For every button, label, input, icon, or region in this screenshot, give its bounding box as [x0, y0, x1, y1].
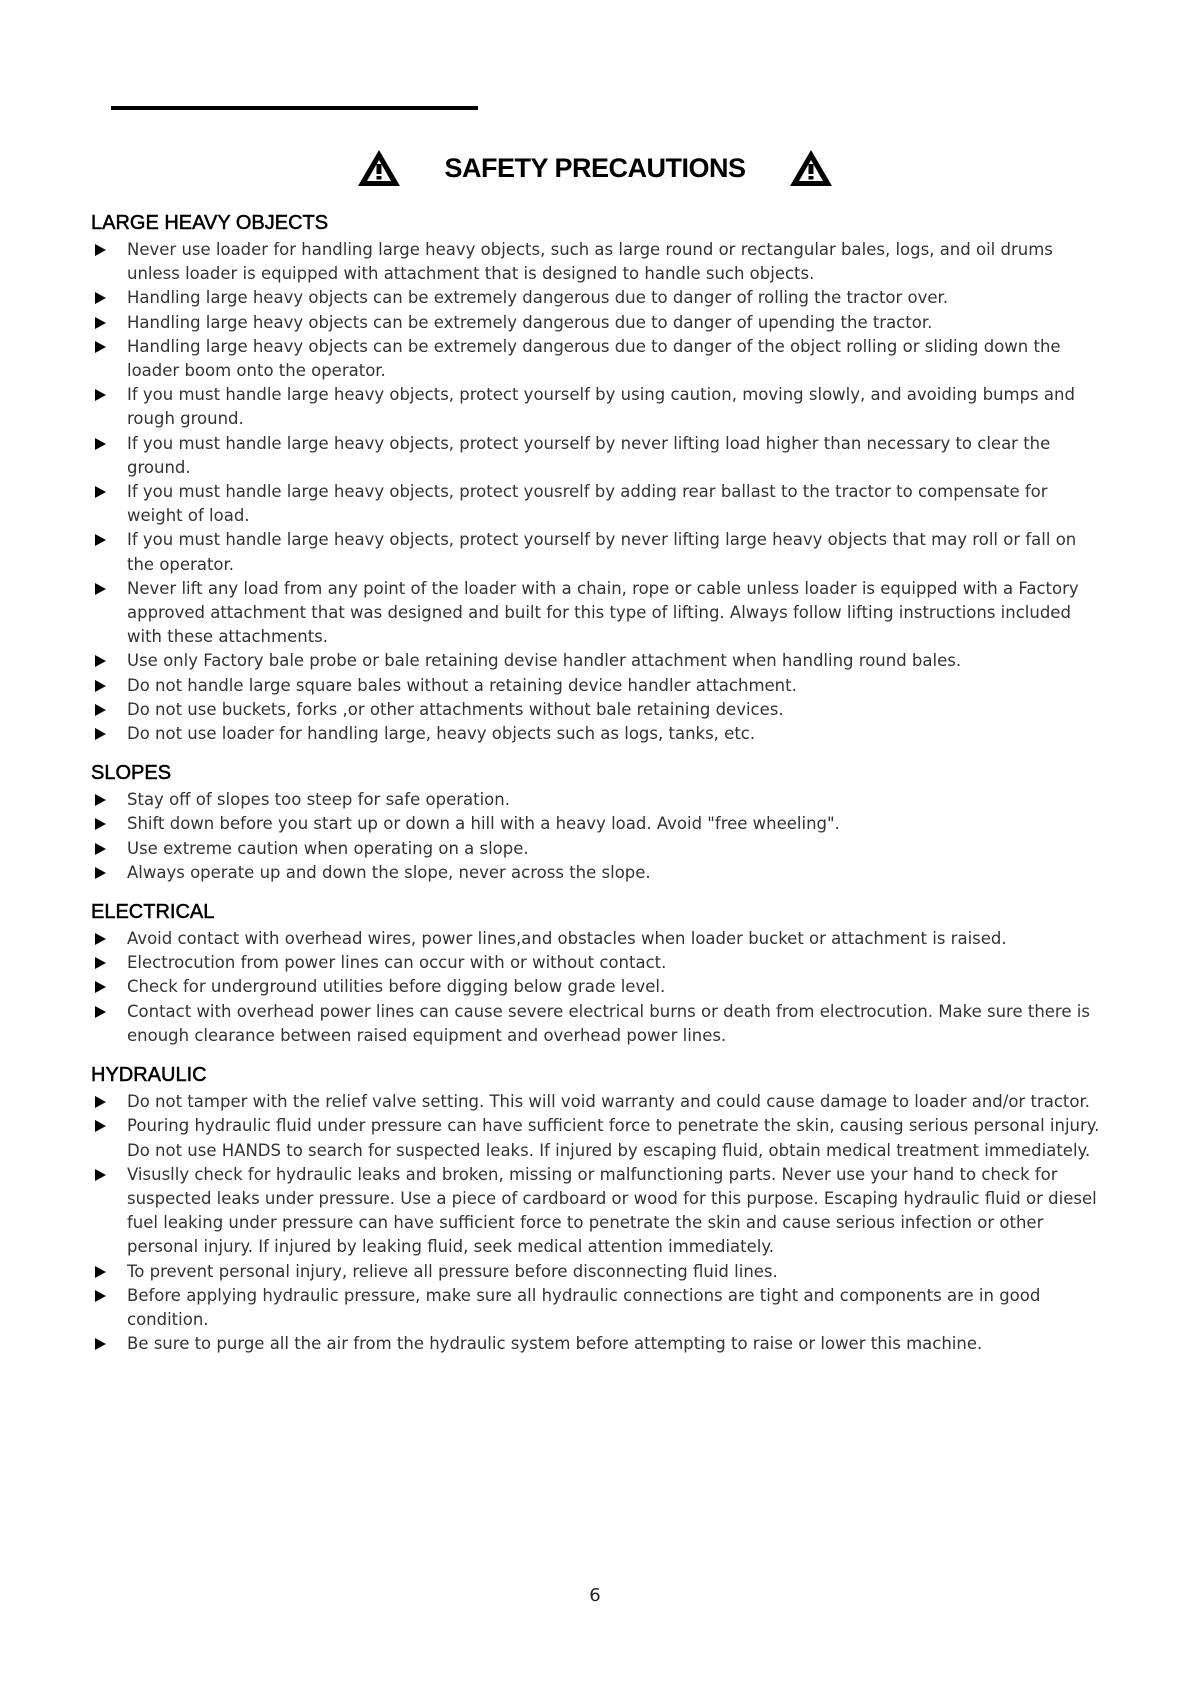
bullet-arrow-icon — [95, 680, 106, 692]
section-title: HYDRAULIC — [91, 1064, 207, 1087]
list-item-text: Handling large heavy objects can be extremely dangerous due to danger of the object rolling or sliding down the loader boom onto the operator. — [127, 336, 1061, 381]
bullet-arrow-icon — [95, 389, 106, 401]
section-title: ELECTRICAL — [91, 901, 215, 924]
content — [91, 210, 1101, 1370]
bullet-arrow-icon — [95, 244, 106, 256]
list-item-text: Always operate up and down the slope, never across the slope. — [127, 862, 651, 882]
bullet-arrow-icon — [95, 981, 106, 993]
bullet-arrow-icon — [95, 1290, 106, 1302]
list-item — [91, 722, 1101, 746]
list-item — [91, 480, 1101, 528]
bullet-arrow-icon — [95, 794, 106, 806]
list-item — [91, 286, 1101, 310]
list-item — [91, 698, 1101, 722]
bullet-arrow-icon — [95, 1266, 106, 1278]
list-item-text: Avoid contact with overhead wires, power lines,and obstacles when loader bucket or attachment is raised. — [127, 929, 1007, 949]
list-item — [91, 674, 1101, 698]
list-item-text: If you must handle large heavy objects, protect yousrelf by adding rear ballast to the tractor to compensate for weight of load. — [127, 482, 1048, 526]
list-item — [91, 788, 1101, 812]
list-item — [91, 528, 1101, 576]
list-item-text: Stay off of slopes too steep for safe operation. — [127, 790, 510, 810]
list-item-text: Pouring hydraulic fluid under pressure can have sufficient force to penetrate the skin, causing serious personal injury. Do not use HANDS to search for suspected leaks. If injured by escaping fluid, obtain medical treatment immediately. — [127, 1116, 1100, 1160]
list-item-text: Never use loader for handling large heavy objects, such as large round or rectangular bales, logs, and oil drums unless loader is equipped with attachment that is designed to handle such objects. — [127, 240, 1053, 284]
list-item-text: Do not use loader for handling large, heavy objects such as logs, tanks, etc. — [127, 724, 756, 744]
list-item — [91, 837, 1101, 861]
bullet-arrow-icon — [95, 933, 106, 945]
list-item — [91, 577, 1101, 650]
bullet-arrow-icon — [95, 728, 106, 740]
list-item-text: Do not use buckets, forks ,or other attachments without bale retaining devices. — [127, 699, 784, 719]
list-item — [91, 432, 1101, 480]
list-item-text: Do not handle large square bales without a retaining device handler attachment. — [127, 675, 797, 695]
list-item — [91, 951, 1101, 975]
list-item — [91, 1163, 1101, 1260]
bullet-arrow-icon — [95, 843, 106, 855]
list-item-text: Before applying hydraulic pressure, make sure all hydraulic connections are tight and components are in good condition. — [127, 1285, 1041, 1329]
bullet-arrow-icon — [95, 486, 106, 498]
list-item-text: Shift down before you start up or down a hill with a heavy load. Avoid "free wheeling". — [127, 814, 840, 834]
list-item-text: To prevent personal injury, relieve all pressure before disconnecting fluid lines. — [127, 1261, 778, 1281]
list-item-text: Never lift any load from any point of the loader with a chain, rope or cable unless loader is equipped with a Factory approved attachment that was designed and built for this type of lifting. Always follow lifting instructions included with these attachments. — [127, 578, 1079, 647]
list-item — [91, 1114, 1101, 1162]
list-item-text: If you must handle large heavy objects, protect yourself by using caution, moving slowly, and avoiding bumps and rough ground. — [127, 385, 1075, 429]
list-item-text: Use extreme caution when operating on a slope. — [127, 838, 529, 858]
list-item — [91, 335, 1101, 383]
bullet-arrow-icon — [95, 1120, 106, 1132]
bullet-arrow-icon — [95, 1338, 106, 1350]
list-item — [91, 383, 1101, 431]
bullet-arrow-icon — [95, 1169, 106, 1181]
list-item-text: Visuslly check for hydraulic leaks and broken, missing or malfunctioning parts. Never use your hand to check for suspected leaks under pressure. Use a piece of cardboard or wood for this purpose. Escaping hydraulic fluid or diesel fuel leaking under pressure can have sufficient force to penetrate the skin and cause serious infection or other personal injury. If injured by leaking fluid, seek medical attention immediately. — [127, 1164, 1097, 1257]
list-item-text: Do not tamper with the relief valve setting. This will void warranty and could cause damage to loader and/or tractor. — [127, 1092, 1090, 1112]
section-hydraulic — [91, 1062, 1101, 1356]
header-rule — [111, 106, 478, 110]
bullet-arrow-icon — [95, 317, 106, 329]
list-item — [91, 975, 1101, 999]
list-item — [91, 238, 1101, 286]
bullet-list — [91, 238, 1101, 746]
bullet-arrow-icon — [95, 438, 106, 450]
bullet-arrow-icon — [95, 341, 106, 353]
list-item — [91, 1284, 1101, 1332]
list-item-text: Check for underground utilities before digging below grade level. — [127, 977, 666, 997]
bullet-list — [91, 1090, 1101, 1356]
list-item — [91, 812, 1101, 836]
bullet-arrow-icon — [95, 583, 106, 595]
bullet-list — [91, 927, 1101, 1048]
bullet-arrow-icon — [95, 1006, 106, 1018]
bullet-arrow-icon — [95, 704, 106, 716]
page-number: 6 — [589, 1585, 601, 1606]
list-item-text: Electrocution from power lines can occur with or without contact. — [127, 953, 667, 973]
bullet-arrow-icon — [95, 818, 106, 830]
list-item-text: If you must handle large heavy objects, protect yourself by never lifting load higher than necessary to clear the ground. — [127, 433, 1051, 477]
bullet-list — [91, 788, 1101, 885]
title-row — [0, 148, 1190, 188]
list-item — [91, 1332, 1101, 1356]
section-title: LARGE HEAVY OBJECTS — [91, 212, 329, 234]
section-large-heavy-objects — [91, 210, 1101, 746]
list-item-text: Use only Factory bale probe or bale retaining devise handler attachment when handling round bales. — [127, 651, 962, 671]
list-item — [91, 1260, 1101, 1284]
bullet-arrow-icon — [95, 292, 106, 304]
section-electrical — [91, 899, 1101, 1048]
list-item — [91, 311, 1101, 335]
bullet-arrow-icon — [95, 867, 106, 879]
list-item — [91, 649, 1101, 673]
warning-triangle-icon — [788, 148, 834, 188]
list-item-text: If you must handle large heavy objects, protect yourself by never lifting large heavy objects that may roll or fall on the operator. — [127, 530, 1077, 574]
bullet-arrow-icon — [95, 534, 106, 546]
list-item-text: Be sure to purge all the air from the hydraulic system before attempting to raise or lower this machine. — [127, 1334, 983, 1354]
bullet-arrow-icon — [95, 1096, 106, 1108]
list-item-text: Handling large heavy objects can be extremely dangerous due to danger of upending the tractor. — [127, 312, 933, 332]
list-item — [91, 861, 1101, 885]
bullet-arrow-icon — [95, 957, 106, 969]
warning-triangle-icon — [356, 148, 402, 188]
page-title: SAFETY PRECAUTIONS — [444, 152, 746, 183]
section-slopes — [91, 760, 1101, 885]
list-item — [91, 1090, 1101, 1114]
list-item — [91, 1000, 1101, 1048]
bullet-arrow-icon — [95, 655, 106, 667]
list-item-text: Handling large heavy objects can be extremely dangerous due to danger of rolling the tractor over. — [127, 288, 949, 308]
section-title: SLOPES — [91, 762, 172, 785]
list-item — [91, 927, 1101, 951]
list-item-text: Contact with overhead power lines can cause severe electrical burns or death from electrocution. Make sure there is enough clearance between raised equipment and overhead power lines. — [127, 1001, 1090, 1045]
